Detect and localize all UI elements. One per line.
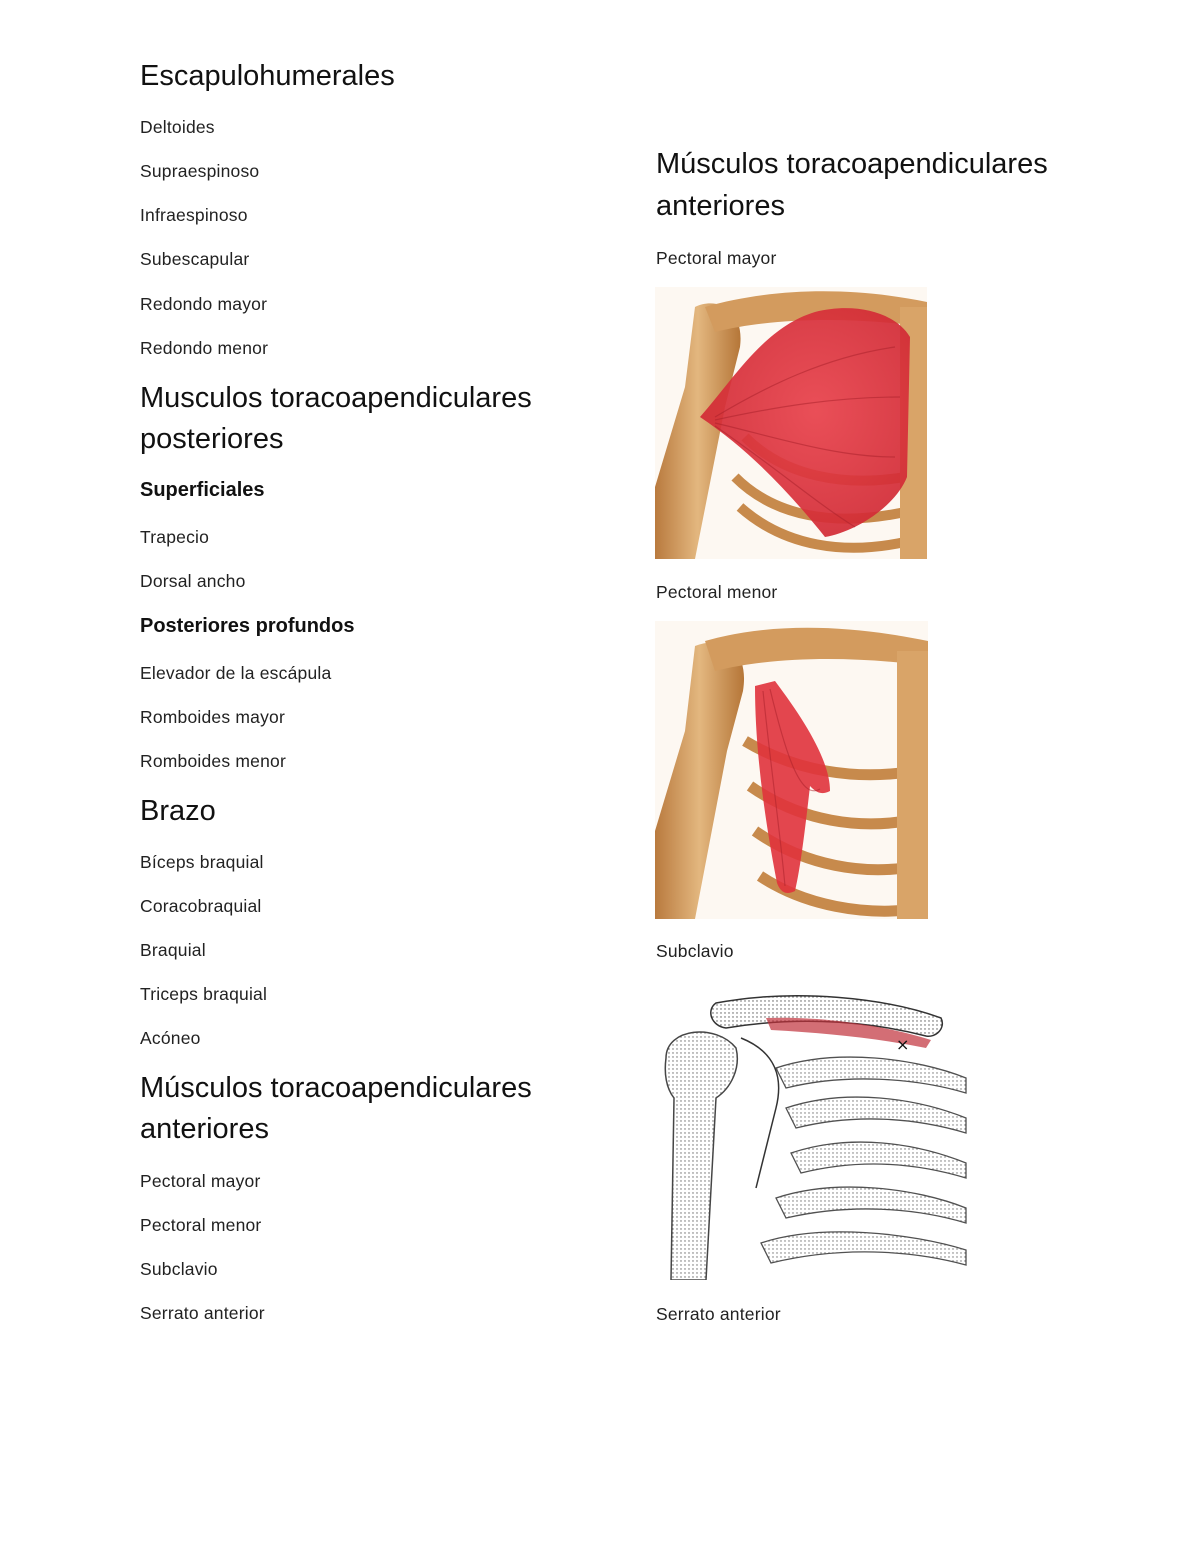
heading-posteriores-line2: posteriores bbox=[140, 423, 284, 455]
pectoral-mayor-illustration bbox=[655, 287, 927, 559]
svg-text:×: × bbox=[896, 1035, 910, 1054]
list-item: Deltoides bbox=[140, 117, 215, 137]
list-item: Redondo mayor bbox=[140, 294, 268, 314]
list-item: Acóneo bbox=[140, 1028, 201, 1048]
list-item: Dorsal ancho bbox=[140, 571, 246, 591]
list-item: Subclavio bbox=[140, 1259, 218, 1279]
heading-escapulohumerales: Escapulohumerales bbox=[140, 60, 395, 92]
caption-subclavio: Subclavio bbox=[656, 941, 734, 961]
heading-brazo: Brazo bbox=[140, 795, 216, 827]
list-item: Infraespinoso bbox=[140, 205, 248, 225]
subclavio-illustration bbox=[656, 988, 970, 1280]
heading-posteriores-line1: Musculos toracoapendiculares bbox=[140, 382, 532, 414]
list-item: Trapecio bbox=[140, 527, 210, 547]
list-item: Triceps braquial bbox=[140, 984, 268, 1004]
list-item: Subescapular bbox=[140, 249, 250, 269]
heading-right-anteriores-line1: Músculos toracoapendiculares bbox=[656, 148, 1048, 180]
caption-serrato-anterior: Serrato anterior bbox=[656, 1304, 781, 1324]
caption-pectoral-mayor: Pectoral mayor bbox=[656, 248, 777, 268]
heading-anteriores-line1: Músculos toracoapendiculares bbox=[140, 1072, 532, 1104]
list-item: Redondo menor bbox=[140, 338, 269, 358]
list-item: Coracobraquial bbox=[140, 896, 262, 916]
list-item: Elevador de la escápula bbox=[140, 663, 332, 683]
pectoral-menor-illustration bbox=[655, 621, 928, 919]
list-item: Romboides mayor bbox=[140, 707, 285, 727]
caption-pectoral-menor: Pectoral menor bbox=[656, 582, 778, 602]
subheading-posteriores-profundos: Posteriores profundos bbox=[140, 615, 355, 637]
list-item: Romboides menor bbox=[140, 751, 286, 771]
list-item: Bíceps braquial bbox=[140, 852, 264, 872]
list-item: Supraespinoso bbox=[140, 161, 260, 181]
heading-anteriores-line2: anteriores bbox=[140, 1113, 269, 1145]
list-item: Serrato anterior bbox=[140, 1303, 265, 1323]
list-item: Pectoral menor bbox=[140, 1215, 262, 1235]
list-item: Pectoral mayor bbox=[140, 1171, 261, 1191]
list-item: Braquial bbox=[140, 940, 206, 960]
subheading-superficiales: Superficiales bbox=[140, 479, 265, 501]
heading-right-anteriores-line2: anteriores bbox=[656, 190, 785, 222]
